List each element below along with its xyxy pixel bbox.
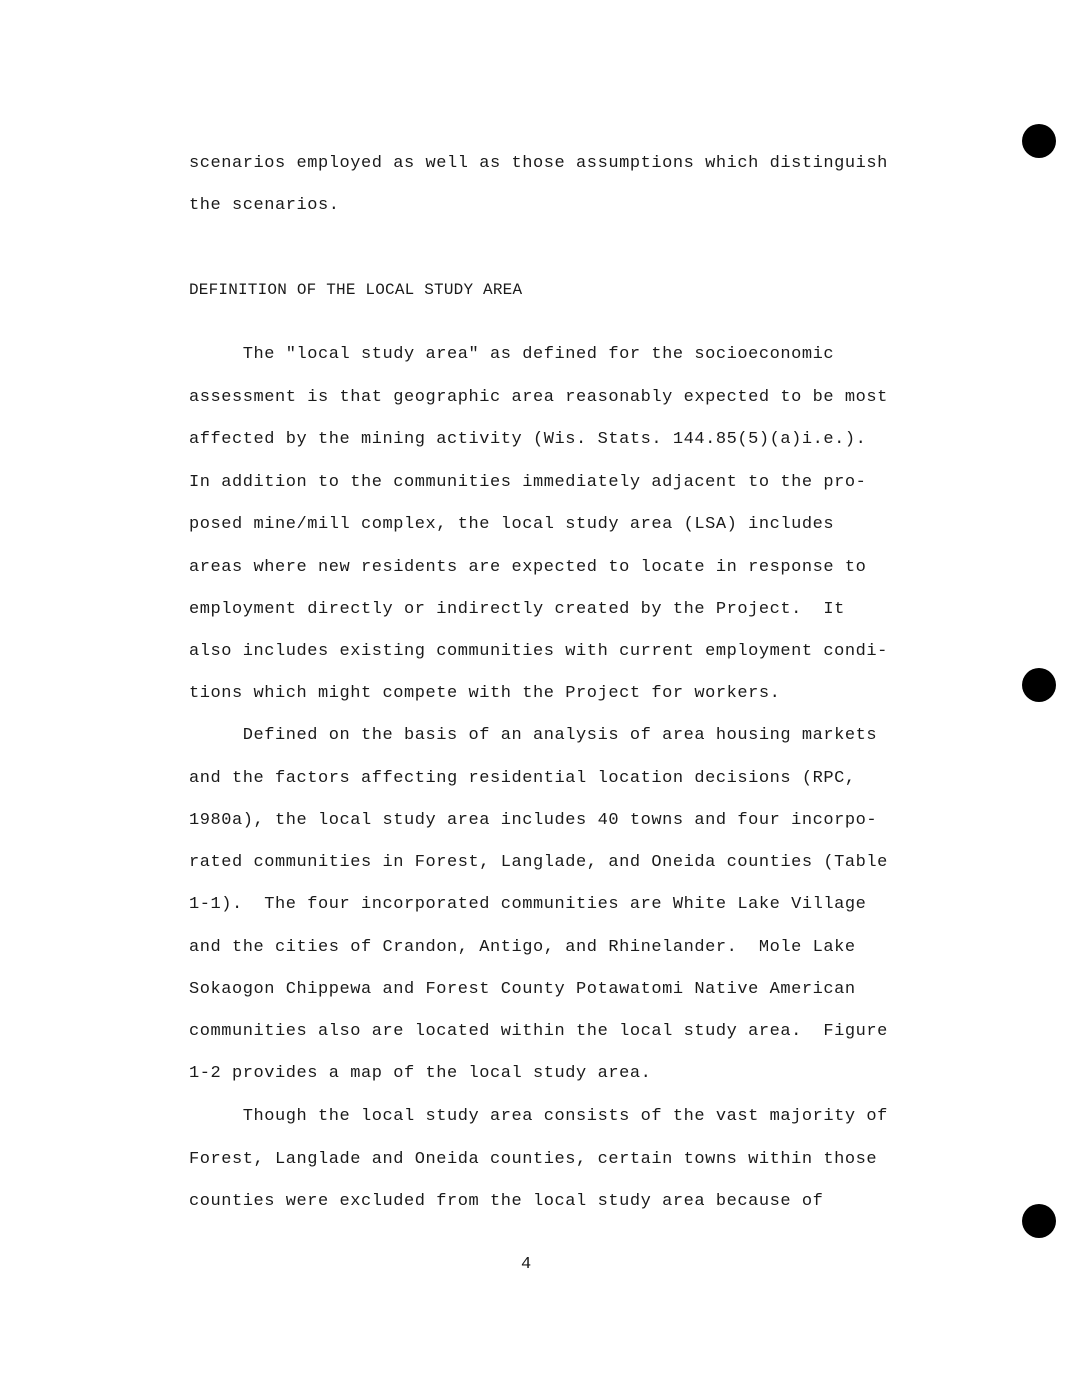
text-line: 1-2 provides a map of the local study area. [189,1064,652,1083]
text-line: Defined on the basis of an analysis of area housing markets [189,726,878,745]
punch-hole-top [1022,124,1056,158]
text-line: Sokaogon Chippewa and Forest County Potawatomi Native American [189,980,856,999]
text-line: assessment is that geographic area reasonably expected to be most [189,388,888,407]
text-line: rated communities in Forest, Langlade, and Oneida counties (Table [189,853,888,872]
text-line: employment directly or indirectly created by the Project. It [189,600,845,619]
text-line: and the factors affecting residential location decisions (RPC, [189,769,856,788]
text-line: 1-1). The four incorporated communities are White Lake Village [189,895,867,914]
text-line: tions which might compete with the Project for workers. [189,684,781,703]
text-line: areas where new residents are expected to locate in response to [189,558,867,577]
text-line: scenarios employed as well as those assumptions which distinguish [189,154,888,173]
text-line: posed mine/mill complex, the local study area (LSA) includes [189,515,835,534]
text-line: counties were excluded from the local study area because of [189,1192,824,1211]
text-line: In addition to the communities immediately adjacent to the pro- [189,473,867,492]
page-number: 4 [521,1255,532,1274]
text-line: the scenarios. [189,196,340,215]
text-line: affected by the mining activity (Wis. Stats. 144.85(5)(a)i.e.). [189,430,867,449]
punch-hole-bottom [1022,1204,1056,1238]
text-line: Forest, Langlade and Oneida counties, certain towns within those [189,1150,878,1169]
text-line: communities also are located within the local study area. Figure [189,1022,888,1041]
text-line: also includes existing communities with current employment condi- [189,642,888,661]
text-line: The "local study area" as defined for the socioeconomic [189,345,835,364]
section-heading: DEFINITION OF THE LOCAL STUDY AREA [189,281,523,299]
punch-hole-middle [1022,668,1056,702]
text-line: Though the local study area consists of the vast majority of [189,1107,888,1126]
text-line: and the cities of Crandon, Antigo, and Rhinelander. Mole Lake [189,938,856,957]
text-line: 1980a), the local study area includes 40 towns and four incorpo- [189,811,878,830]
